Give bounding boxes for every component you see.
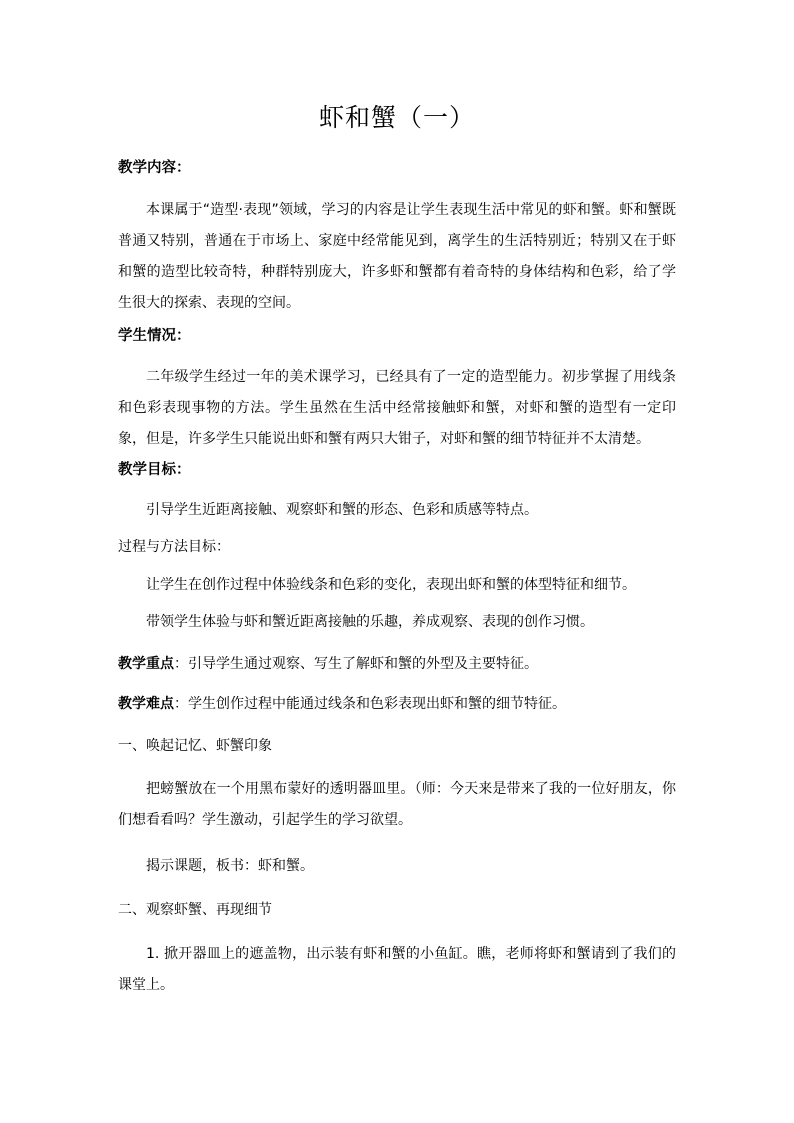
step-2-heading-block	[118, 899, 676, 921]
step-1-para-block	[118, 774, 676, 836]
step-1-reveal: 揭示课题，板书：虾和蟹。	[146, 858, 314, 874]
step-1-heading-block	[118, 735, 676, 757]
difficulty	[118, 693, 676, 715]
step-2-paragraph: 1. 掀开器皿上的遮盖物，出示装有虾和蟹的小鱼缸。瞧，老师将虾和蟹请到了我们的课堂上。	[118, 946, 676, 993]
content-section	[118, 195, 676, 319]
goal-1-block	[118, 499, 676, 521]
step-2-heading: 二、观察虾蟹、再现细节	[118, 902, 272, 918]
section-heading-goals: 教学目标：	[118, 462, 191, 478]
students-paragraph: 二年级学生经过一年的美术课学习，已经具有了一定的造型能力。初步掌握了用线条和色彩表现事物的方法。学生虽然在生活中经常接触虾和蟹，对虾和蟹的造型有一定印象，但是，许多学生只能说出虾和蟹有两只大钳子，对虾和蟹的细节特征并不太清楚。	[118, 369, 676, 447]
step-1-reveal-block	[118, 855, 676, 877]
content-heading	[118, 157, 676, 179]
students-heading	[118, 325, 676, 347]
section-heading-content: 教学内容：	[118, 160, 191, 176]
goal-3-block	[118, 611, 676, 633]
content-paragraph: 本课属于“造型·表现”领域，学习的内容是让学生表现生活中常见的虾和蟹。虾和蟹既普通又特别，普通在于市场上、家庭中经常能见到，离学生的生活特别近；特别又在于虾和蟹的造型比较奇特，种群特别庞大，许多虾和蟹都有着奇特的身体结构和色彩，给了学生很大的探索、表现的空间。	[118, 202, 676, 311]
section-heading-students: 学生情况：	[118, 328, 191, 344]
students-section	[118, 362, 676, 455]
difficulty-label: 教学难点	[118, 696, 174, 712]
process-label-block	[118, 536, 676, 558]
key-point-text: ：引导学生通过观察、写生了解虾和蟹的外型及主要特征。	[174, 656, 538, 672]
page-title: 虾和蟹（一）	[318, 103, 475, 132]
goal-2: 让学生在创作过程中体验线条和色彩的变化，表现出虾和蟹的体型特征和细节。	[146, 577, 636, 593]
key-point	[118, 653, 676, 675]
key-point-label: 教学重点	[118, 656, 174, 672]
step-1-heading: 一、唤起记忆、虾蟹印象	[118, 738, 272, 754]
goal-1: 引导学生近距离接触、观察虾和蟹的形态、色彩和质感等特点。	[146, 502, 538, 518]
goal-2-block	[118, 574, 676, 596]
goal-3: 带领学生体验与虾和蟹近距离接触的乐趣，养成观察、表现的创作习惯。	[146, 614, 594, 630]
goals-heading	[118, 459, 676, 481]
process-label: 过程与方法目标：	[118, 539, 230, 555]
step-1-paragraph: 把螃蟹放在一个用黑布蒙好的透明器皿里。（师：今天来是带来了我的一位好朋友，你们想看看吗？学生激动，引起学生的学习欲望。	[118, 781, 676, 828]
step-2-para-block	[118, 939, 676, 1001]
difficulty-text: ：学生创作过程中能通过线条和色彩表现出虾和蟹的细节特征。	[174, 696, 566, 712]
